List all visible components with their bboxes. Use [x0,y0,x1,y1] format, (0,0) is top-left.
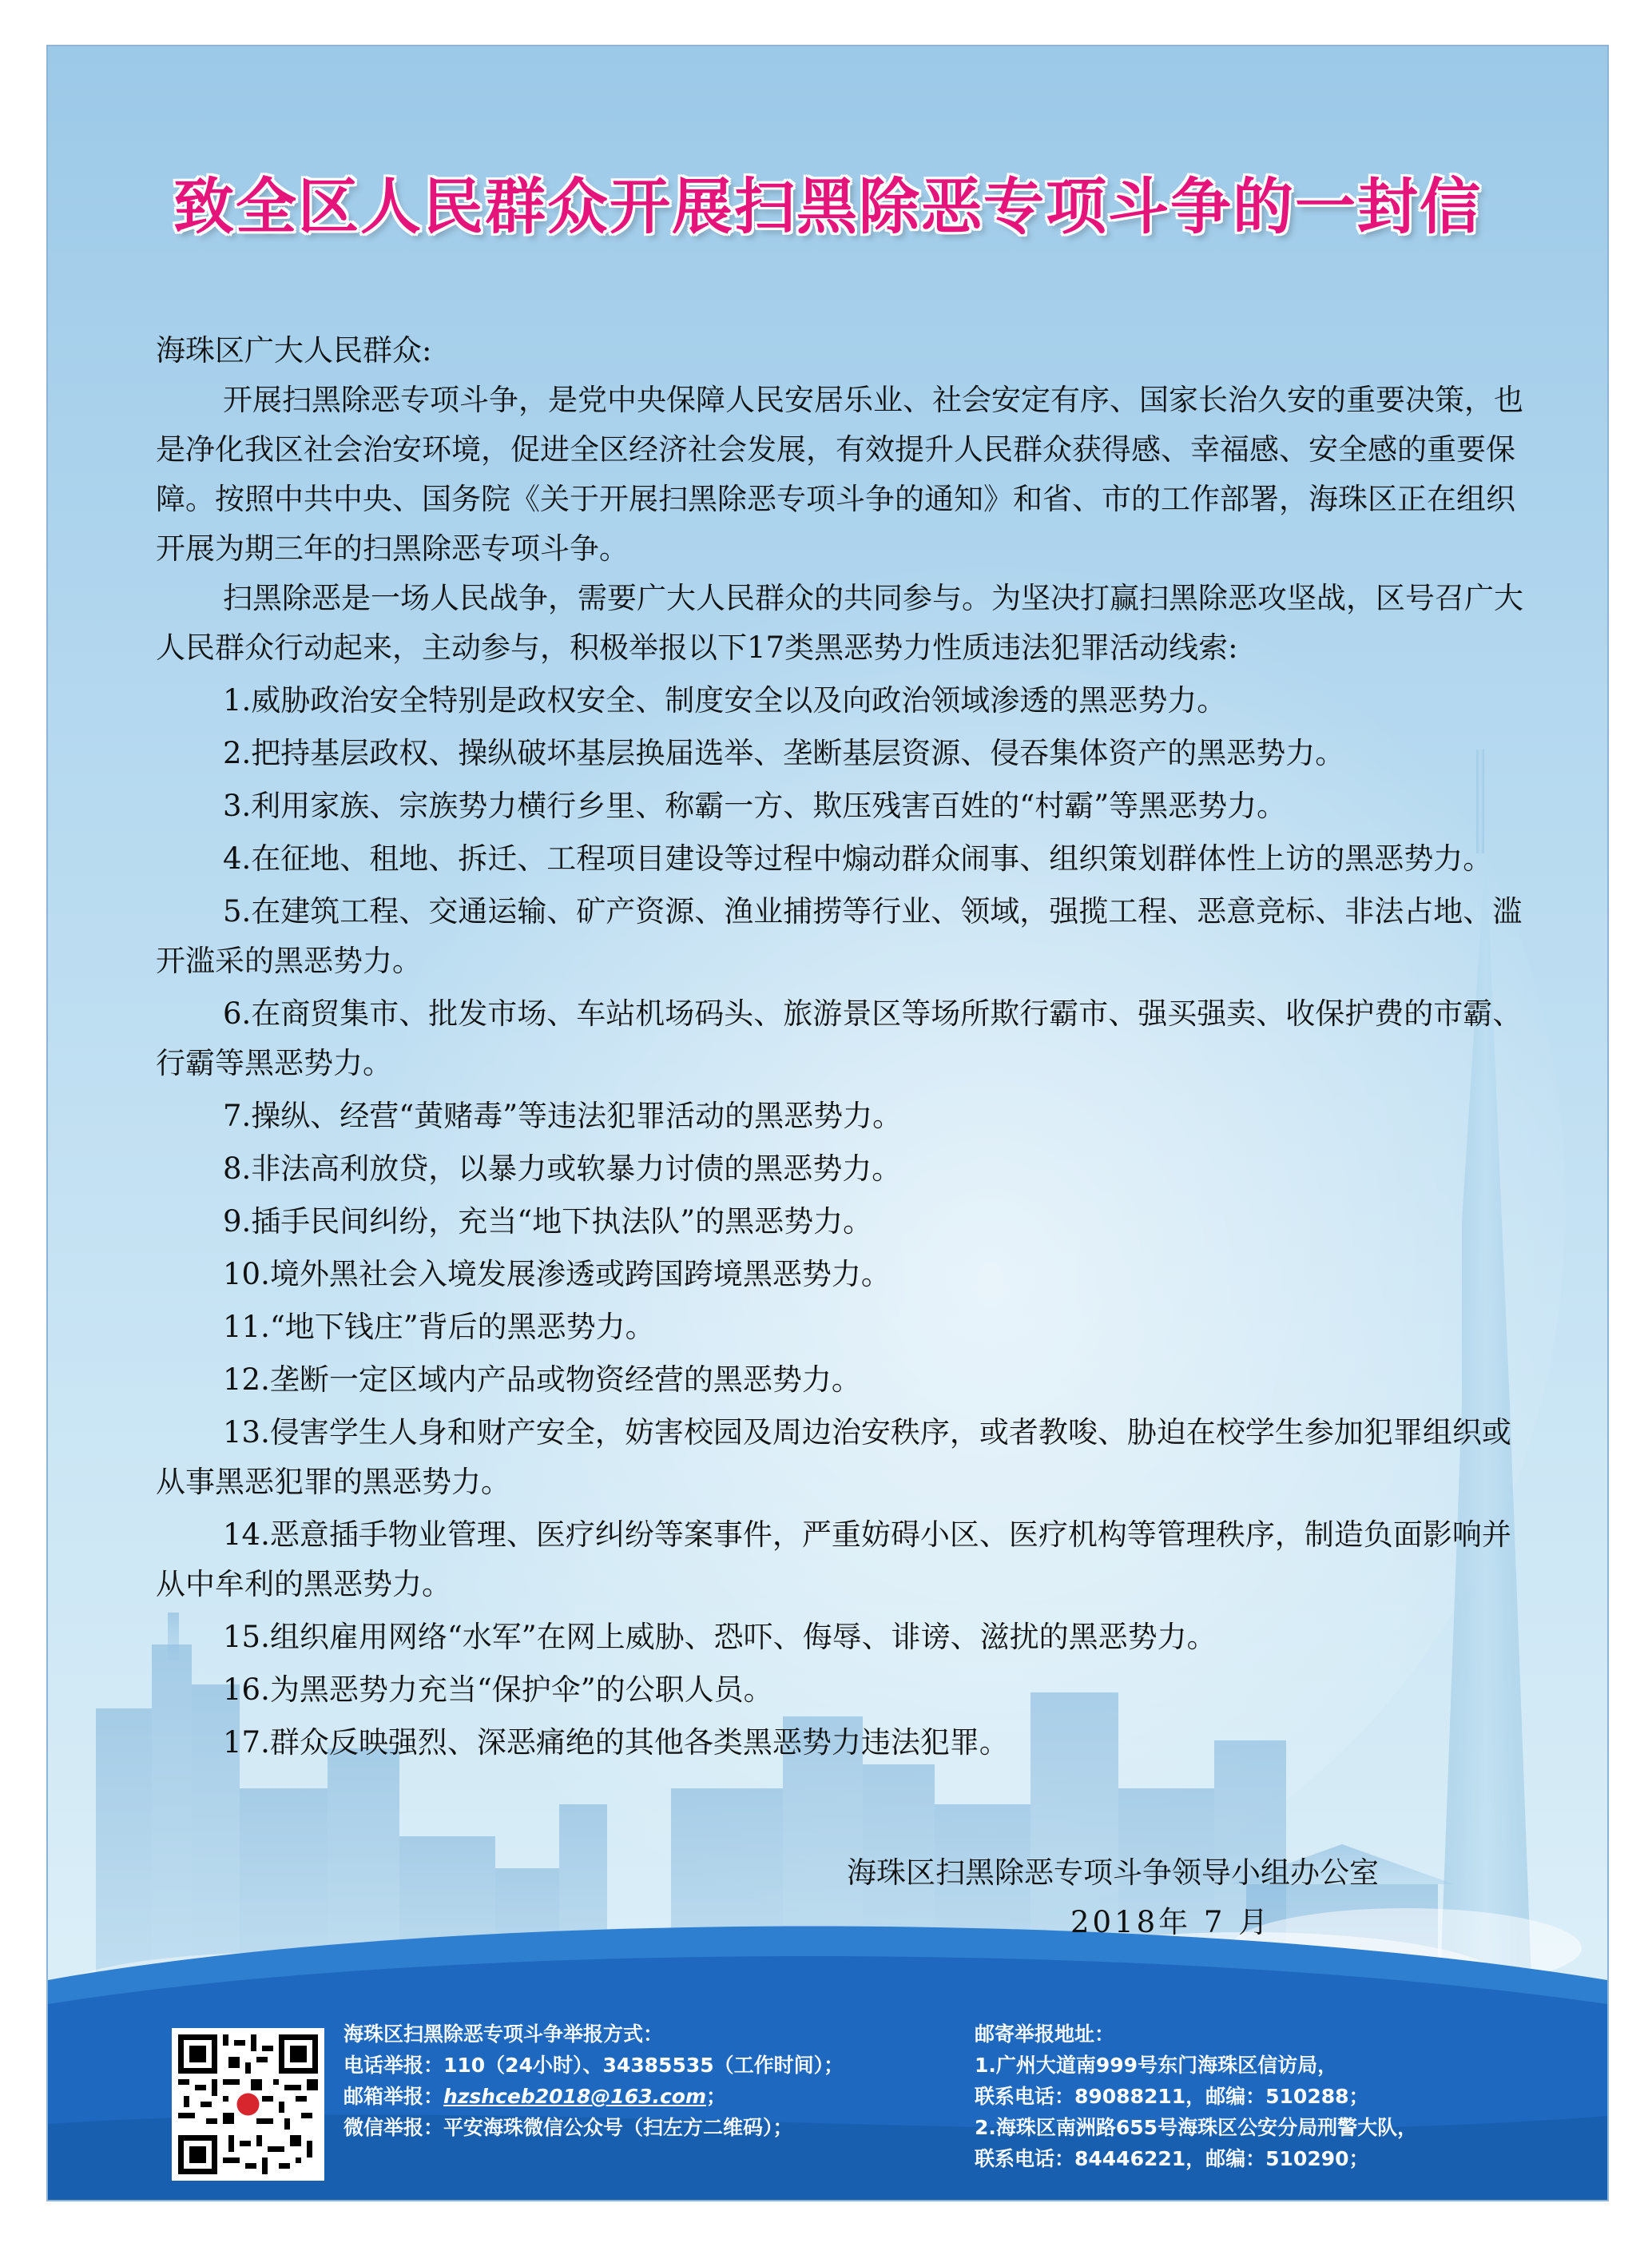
address-2-contact: 联系电话：84446221，邮编：510290； [975,2147,1369,2170]
list-item: 9.插手民间纠纷，充当“地下执法队”的黑恶势力。 [223,1204,873,1239]
list-item: 11.“地下钱庄”背后的黑恶势力。 [223,1310,655,1344]
list-item: 8.非法高利放贷，以暴力或软暴力讨债的黑恶势力。 [223,1151,902,1186]
list-item: 13.侵害学生人身和财产安全，妨害校园及周边治安秩序，或者教唆、胁迫在校学生参加犯罪组织或从事黑恶犯罪的黑恶势力。 [156,1415,1511,1499]
list-item: 10.境外黑社会入境发展渗透或跨国跨境黑恶势力。 [223,1257,891,1291]
list-item: 4.在征地、租地、拆迁、工程项目建设等过程中煽动群众闹事、组织策划群体性上访的黑恶势力。 [223,841,1493,876]
report-methods [344,2018,983,2143]
qr-code[interactable] [172,2028,324,2181]
phone-report: 电话举报：110（24小时）、34385535（工作时间）； [344,2054,844,2077]
list-item: 3.利用家族、宗族势力横行乡里、称霸一方、欺压残害百姓的“村霸”等黑恶势力。 [223,789,1287,823]
list-item: 5.在建筑工程、交通运输、矿产资源、渔业捕捞等行业、领域，强揽工程、恶意竞标、非法占地、滥开滥采的黑恶势力。 [156,894,1523,978]
list-item: 7.操纵、经营“黄赌毒”等违法犯罪活动的黑恶势力。 [223,1099,903,1133]
signature-block [847,1848,1502,1947]
paragraph: 开展扫黑除恶专项斗争，是党中央保障人民安居乐业、社会安定有序、国家长治久安的重要决策，也是净化我区社会治安环境，促进全区经济社会发展，有效提升人民群众获得感、幸福感、安全感的重要保障。按照中共中央、国务院《关于开展扫黑除恶专项斗争的通知》和省、市的工作部署，海珠区正在组织开展为期三年的扫黑除恶专项斗争。 [156,383,1523,566]
report-methods-heading: 海珠区扫黑除恶专项斗争举报方式： [344,2022,664,2046]
list-item: 12.垄断一定区域内产品或物资经营的黑恶势力。 [223,1362,861,1397]
list-item: 16.为黑恶势力充当“保护伞”的公职人员。 [223,1672,773,1707]
letter-title: 致全区人民群众开展扫黑除恶专项斗争的一封信 [173,171,1482,242]
email-report [344,2081,983,2112]
qr-code-icon [178,2034,318,2174]
list-item: 6.在商贸集市、批发市场、车站机场码头、旅游景区等场所欺行霸市、强买强卖、收保护费的市霸、行霸等黑恶势力。 [156,996,1523,1080]
paragraph: 扫黑除恶是一场人民战争，需要广大人民群众的共同参与。为坚决打赢扫黑除恶攻坚战，区号召广大人民群众行动起来，主动参与，积极举报以下17类黑恶势力性质违法犯罪活动线索: [156,581,1523,665]
wechat-report: 微信举报：平安海珠微信公众号（扫左方二维码）； [344,2116,793,2139]
signature-date: 2018年 7 月 [1070,1905,1272,1939]
address-1-contact: 联系电话：89088211，邮编：510288； [975,2085,1369,2108]
email-suffix: ； [706,2085,727,2108]
salutation: 海珠区广大人民群众: [156,333,432,368]
mail-heading: 邮寄举报地址： [975,2022,1115,2046]
poster [46,45,1609,2201]
list-item: 2.把持基层政权、操纵破坏基层换届选举、垄断基层资源、侵吞集体资产的黑恶势力。 [223,736,1345,770]
address-1: 1.广州大道南999号东门海珠区信访局， [975,2054,1338,2077]
list-item: 15.组织雇用网络“水军”在网上威胁、恐吓、侮辱、诽谤、滋扰的黑恶势力。 [223,1620,1217,1654]
signature-org: 海珠区扫黑除恶专项斗争领导小组办公室 [847,1855,1379,1890]
email-link[interactable]: hzshceb2018@163.com [443,2085,707,2108]
email-label: 邮箱举报： [344,2085,444,2108]
address-2: 2.海珠区南洲路655号海珠区公安分局刑警大队， [975,2116,1418,2139]
mail-addresses [975,2018,1582,2174]
list-item: 14.恶意插手物业管理、医疗纠纷等案事件，严重妨碍小区、医疗机构等管理秩序，制造负面影响并从中牟利的黑恶势力。 [156,1517,1511,1601]
list-item: 17.群众反映强烈、深恶痛绝的其他各类黑恶势力违法犯罪。 [223,1725,1009,1760]
list-item: 1.威胁政治安全特别是政权安全、制度安全以及向政治领域渗透的黑恶势力。 [223,683,1227,718]
letter-body [156,326,1530,1768]
